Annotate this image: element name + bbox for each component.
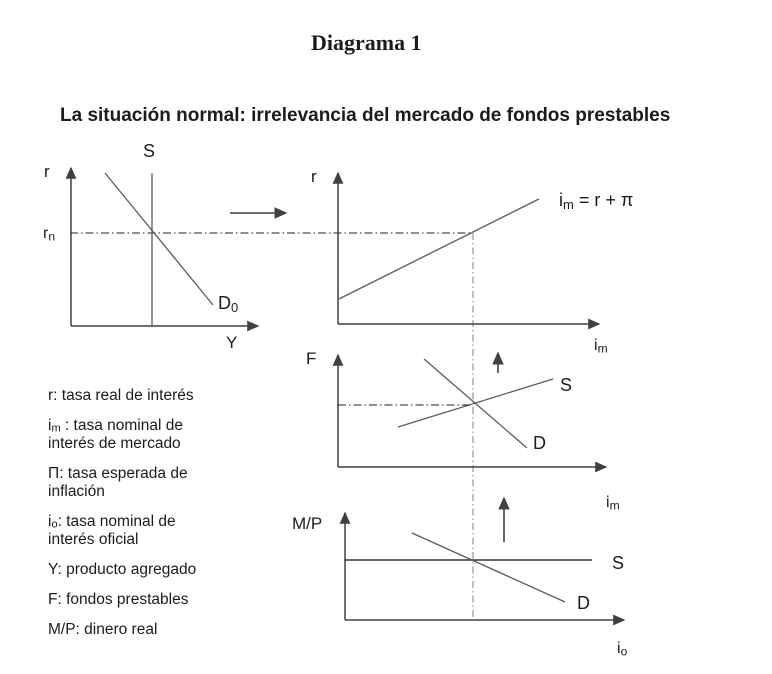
legend-text: interés de mercado [48,435,181,452]
fisher-panel [311,167,633,356]
legend-line [48,561,233,579]
legend-line [48,621,233,639]
legend-line [48,387,233,405]
legend-line [48,417,233,435]
loanable-funds-panel [306,349,620,513]
legend [48,387,233,651]
funds-supply-label: S [560,375,573,395]
legend-line [48,591,233,609]
money-demand-curve [412,533,565,602]
legend-text: Π: tasa esperada de [48,465,188,482]
goods-x-axis-label: Y [226,333,238,352]
legend-item [48,561,233,579]
goods-demand-curve [105,173,213,305]
legend-line [48,465,233,483]
legend-subscript: o [51,518,58,531]
goods-demand-label: D0 [218,293,239,315]
fisher-y-axis-label: r [311,167,317,186]
legend-text: M/P: dinero real [48,621,158,638]
fisher-line [339,199,539,299]
legend-item [48,591,233,609]
legend-item [48,465,233,501]
money-x-axis-label: io [617,640,628,659]
legend-text: r: tasa real de interés [48,387,194,404]
money-supply-label: S [612,553,625,573]
funds-x-axis-label: im [606,494,620,513]
page-title: Diagrama 1 [311,30,422,55]
legend-item [48,417,233,453]
fisher-equation-label: im = r + π [559,190,634,212]
legend-text: Y: producto agregado [48,561,197,578]
funds-y-axis-label: F [306,349,317,368]
legend-subscript: m [51,422,61,435]
funds-demand-label: D [533,433,546,453]
goods-market-panel [43,141,258,352]
funds-demand-curve [424,359,527,448]
legend-text: : tasa nominal de [60,417,183,434]
legend-item [48,621,233,639]
legend-line [48,483,233,501]
diagram-subtitle: La situación normal: irrelevancia del mercado de fondos prestables [60,105,671,126]
legend-text: i [48,417,52,434]
legend-item [48,513,233,549]
goods-equilibrium-rate-label: rn [43,225,56,244]
legend-line [48,513,233,531]
legend-line [48,435,233,453]
legend-text: i [48,513,52,530]
goods-y-axis-label: r [44,162,50,181]
legend-text: inflación [48,483,105,500]
legend-text: F: fondos prestables [48,591,189,608]
money-demand-label: D [577,593,590,613]
legend-line [48,531,233,549]
fisher-x-axis-label: im [594,337,608,356]
money-y-axis-label: M/P [292,514,323,533]
legend-item [48,387,233,405]
legend-text: : tasa nominal de [57,513,176,530]
money-market-panel [292,498,628,659]
goods-supply-label: S [143,141,156,161]
legend-text: interés oficial [48,531,139,548]
